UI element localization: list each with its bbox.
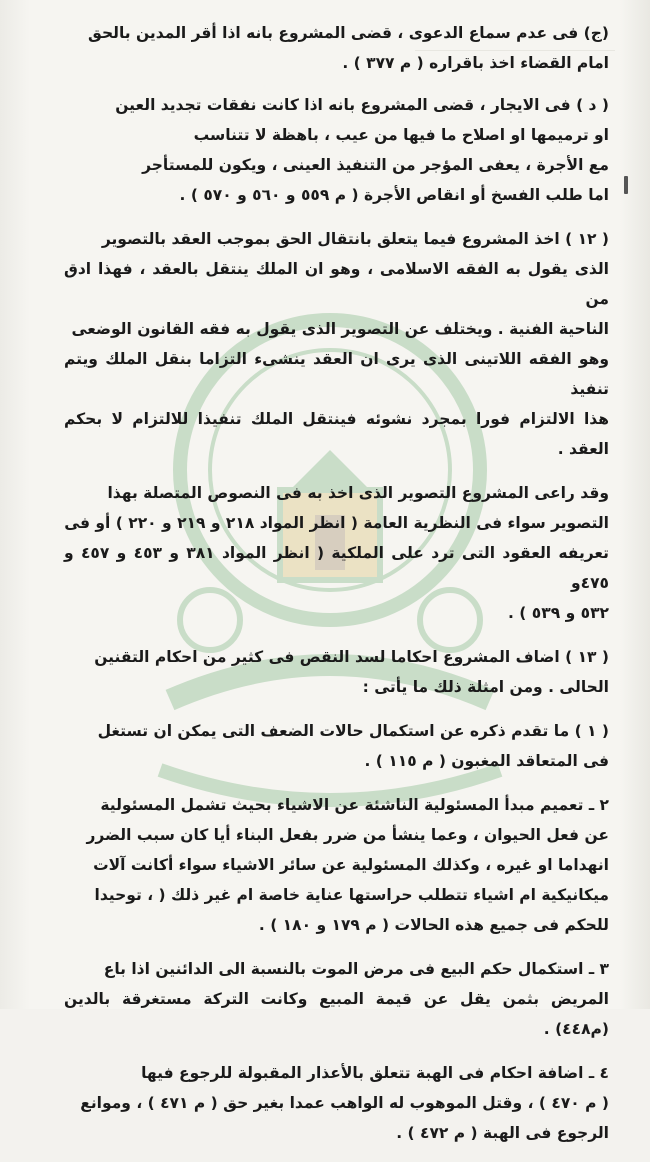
paragraph-13-item-4 xyxy=(64,1058,609,1148)
text-line: اما طلب الفسخ أو انقاص الأجرة ( م ٥٥٩ و ٥٦٠ و ٥٧٠ ) . xyxy=(179,186,609,204)
paragraph-12 xyxy=(64,224,609,464)
text-line: الحالى . ومن امثلة ذلك ما يأتى : xyxy=(362,678,609,696)
text-line: (ج) فى عدم سماع الدعوى ، قضى المشروع بانه اذا أقر المدين بالحق xyxy=(87,24,609,42)
text-line: للحكم فى جميع هذه الحالات ( م ١٧٩ و ١٨٠ ) . xyxy=(258,916,609,934)
text-line: وهو الفقه اللاتينى الذى يرى ان العقد ينشىء التزاما بنقل الملك ويتم تنفيذ xyxy=(64,350,609,398)
binding-mark xyxy=(624,176,628,194)
text-line: ٢ ـ تعميم مبدأ المسئولية الناشئة عن الاشياء بحيث تشمل المسئولية xyxy=(100,796,609,814)
text-line: امام القضاء اخذ باقراره ( م ٣٧٧ ) . xyxy=(342,54,609,72)
paragraph-c xyxy=(64,18,609,78)
text-line: هذا الالتزام فورا بمجرد نشوئه فينتقل الملك تنفيذا للالتزام لا بحكم العقد . xyxy=(64,410,609,458)
text-line: المريض بثمن يقل عن قيمة المبيع وكانت التركة مستغرقة بالدين (م٤٤٨) . xyxy=(64,990,609,1038)
text-line: عن فعل الحيوان ، وعما ينشأ من ضرر بفعل البناء أيا كان سبب الضرر xyxy=(86,826,609,844)
text-line: ٥٣٢ و ٥٣٩ ) . xyxy=(508,604,609,622)
text-line: مع الأجرة ، يعفى المؤجر من التنفيذ العينى ، ويكون للمستأجر xyxy=(142,156,609,174)
text-line: وقد راعى المشروع التصوير الذى اخذ به فى النصوص المتصلة بهذا xyxy=(107,484,609,502)
paragraph-13-item-1 xyxy=(64,716,609,776)
text-line: ( د ) فى الايجار ، قضى المشروع بانه اذا كانت نفقات تجديد العين xyxy=(115,96,609,114)
text-line: الرجوع فى الهبة ( م ٤٧٢ ) . xyxy=(396,1124,609,1142)
text-line: الذى يقول به الفقه الاسلامى ، وهو ان الملك ينتقل بالعقد ، فهذا ادق من xyxy=(64,260,609,308)
paragraph-12-continued xyxy=(64,478,609,628)
text-line: فى المتعاقد المغبون ( م ١١٥ ) . xyxy=(364,752,609,770)
paragraph-13-item-2 xyxy=(64,790,609,940)
text-line: الناحية الفنية . ويختلف عن التصوير الذى يقول به فقه القانون الوضعى xyxy=(71,320,609,338)
text-line: ٣ ـ استكمال حكم البيع فى مرض الموت بالنسبة الى الدائنين اذا باع xyxy=(103,960,609,978)
paragraph-d xyxy=(64,90,609,210)
text-line: ( ١٢ ) اخذ المشروع فيما يتعلق بانتقال الحق بموجب العقد بالتصوير xyxy=(101,230,609,248)
text-line: ( ١ ) ما تقدم ذكره عن استكمال حالات الضعف التى يمكن ان تستغل xyxy=(97,722,609,740)
text-line: ( م ٤٧٠ ) ، وقتل الموهوب له الواهب عمدا بغير حق ( م ٤٧١ ) ، وموانع xyxy=(80,1094,609,1112)
document-body xyxy=(64,18,609,1162)
text-line: او ترميمها او اصلاح ما فيها من عيب ، باهظة لا تتناسب xyxy=(193,126,609,144)
text-line: تعريفه العقود التى ترد على الملكية ( انظر المواد ٣٨١ و ٤٥٣ و ٤٥٧ و ٤٧٥و xyxy=(64,544,609,592)
text-line: ( ١٣ ) اضاف المشروع احكاما لسد النقص فى كثير من احكام التقنين xyxy=(94,648,609,666)
text-line: ٤ ـ اضافة احكام فى الهبة تتعلق بالأعذار المقبولة للرجوع فيها xyxy=(141,1064,609,1082)
paragraph-13 xyxy=(64,642,609,702)
text-line: انهداما او غيره ، وكذلك المسئولية عن سائر الاشياء سواء أكانت آلات xyxy=(93,856,609,874)
text-line: ميكانيكية ام اشياء تتطلب حراستها عناية خاصة ام غير ذلك ( ، توحيدا xyxy=(94,886,609,904)
text-line: التصوير سواء فى النظرية العامة ( انظر المواد ٢١٨ و ٢١٩ و ٢٢٠ ) أو فى xyxy=(64,514,609,532)
paragraph-13-item-3 xyxy=(64,954,609,1044)
